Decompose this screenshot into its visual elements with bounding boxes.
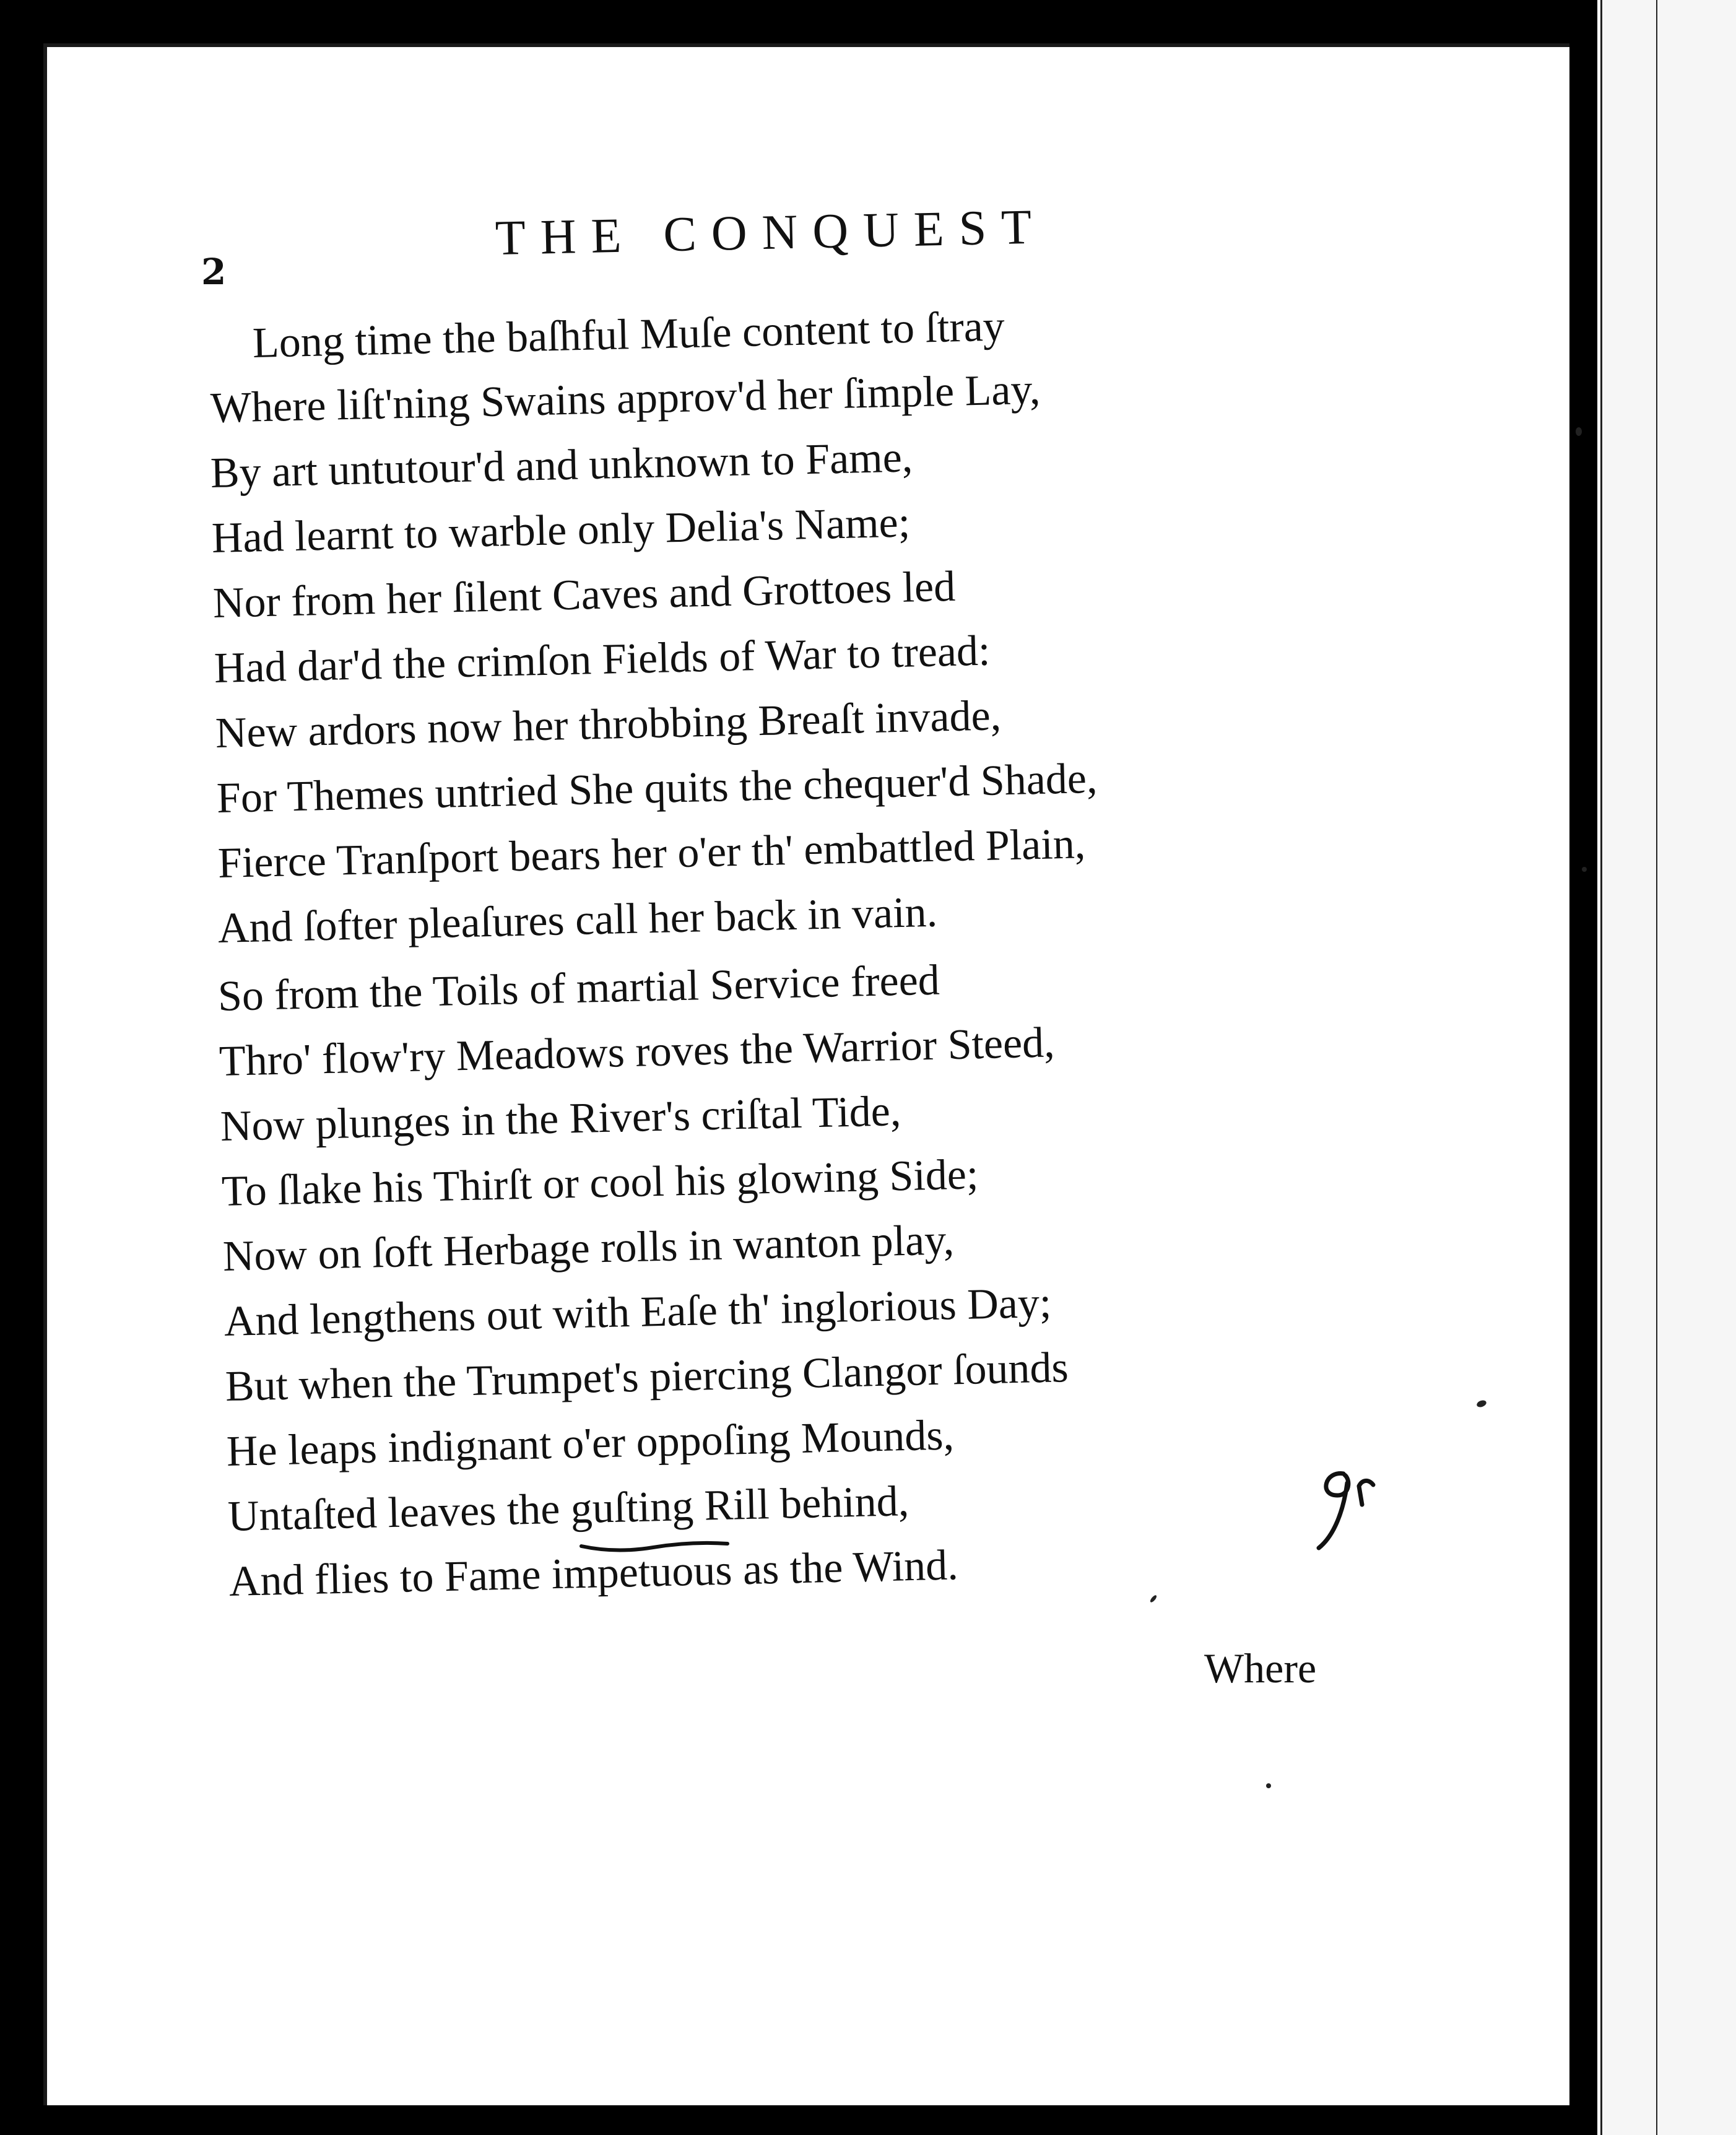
verse-line: Thro' flow'ry Meadows roves the Warrior Steed, — [219, 1019, 1056, 1085]
verse-line: To ſlake his Thirſt or cool his glowing Side; — [221, 1150, 979, 1215]
pen-underline — [579, 1533, 734, 1557]
running-head: THE CONQUEST — [495, 199, 1047, 266]
verse-line: New ardors now her throbbing Breaſt invade, — [215, 692, 1002, 757]
verse-line: He leaps indignant o'er oppoſing Mounds, — [226, 1411, 955, 1476]
verse-line: Now plunges in the River's criſtal Tide, — [220, 1087, 902, 1150]
verse-line: By art untutour'd and unknown to Fame, — [210, 433, 914, 497]
verse-line: But when the Trumpet's piercing Clangor ſounds — [225, 1344, 1069, 1411]
verse-line: Where liſt'ning Swains approv'd her ſimple Lay, — [210, 365, 1041, 432]
verse-line: Nor from her ſilent Caves and Grottoes led — [212, 562, 956, 627]
verse-line: And lengthens out with Eaſe th' inglorious Day; — [224, 1279, 1052, 1346]
verse-line: Now on ſoft Herbage rolls in wanton play, — [222, 1216, 955, 1281]
verse-line: Had learnt to warble only Delia's Name; — [211, 498, 911, 562]
verse-line: Untaſted leaves the guſting Rill behind, — [227, 1477, 909, 1541]
verse-line: Long time the baſhful Muſe content to ſtray — [252, 302, 1005, 367]
handwritten-mark-icon — [1306, 1461, 1387, 1554]
verse-line: Fierce Tranſport bears her o'er th' embattled Plain, — [217, 820, 1087, 887]
verse-line: Had dar'd the crimſon Fields of War to tread: — [214, 627, 991, 692]
ink-speck — [1266, 1783, 1271, 1788]
verse-line: So from the Toils of martial Service freed — [217, 956, 940, 1020]
ink-speck — [1582, 867, 1587, 872]
catchword: Where — [1204, 1645, 1317, 1692]
verse-line: And flies to Fame impetuous as the Wind. — [228, 1541, 959, 1606]
page-number: 2 — [201, 251, 227, 293]
verse-line: For Themes untried She quits the chequer'd Shade, — [216, 754, 1098, 822]
verse-line: And ſofter pleaſures call her back in vain. — [217, 888, 938, 952]
ink-speck — [1576, 427, 1582, 436]
